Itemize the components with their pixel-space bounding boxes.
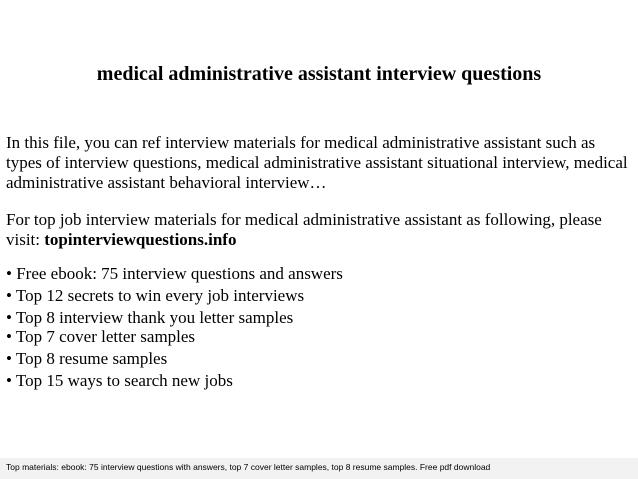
list-item-text: Free ebook: 75 interview questions and answers bbox=[16, 264, 343, 283]
list-item-text: Top 12 secrets to win every job interviews bbox=[15, 286, 305, 305]
visit-text: For top job interview materials for medical administrative assistant as following, please visit: bbox=[6, 210, 602, 249]
list-item bbox=[6, 286, 634, 308]
footer-bar bbox=[0, 458, 638, 479]
list-item bbox=[6, 327, 634, 349]
bullet-icon: • bbox=[6, 349, 12, 368]
bullet-icon: • bbox=[6, 286, 12, 305]
list-item-text: Top 8 interview thank you letter samples bbox=[15, 308, 294, 327]
page-title: medical administrative assistant interview questions bbox=[96, 63, 542, 85]
slide-body bbox=[6, 133, 634, 391]
list-item-text: Top 8 resume samples bbox=[15, 349, 168, 368]
list-item bbox=[6, 371, 634, 391]
intro-paragraph: In this file, you can ref interview materials for medical administrative assistant such as types of interview questions, medical administrative assistant situational interview, medical administrative assistant behavioral interview… bbox=[6, 133, 628, 192]
visit-paragraph bbox=[6, 210, 634, 250]
list-item bbox=[6, 349, 634, 371]
bullet-icon: • bbox=[6, 327, 12, 346]
list-item bbox=[6, 264, 634, 286]
bullet-icon: • bbox=[6, 371, 12, 390]
footer-text: Top materials: ebook: 75 interview questions with answers, top 7 cover letter samples, top 8 resume samples. Free pdf download bbox=[6, 462, 491, 472]
bullet-icon: • bbox=[6, 308, 12, 327]
materials-list bbox=[6, 264, 634, 391]
list-item-text: Top 7 cover letter samples bbox=[15, 327, 196, 346]
list-item-text: Top 15 ways to search new jobs bbox=[15, 371, 233, 390]
bullet-icon: • bbox=[6, 264, 12, 283]
list-item bbox=[6, 308, 634, 327]
visit-url-link[interactable]: topinterviewquestions.info bbox=[44, 230, 237, 249]
